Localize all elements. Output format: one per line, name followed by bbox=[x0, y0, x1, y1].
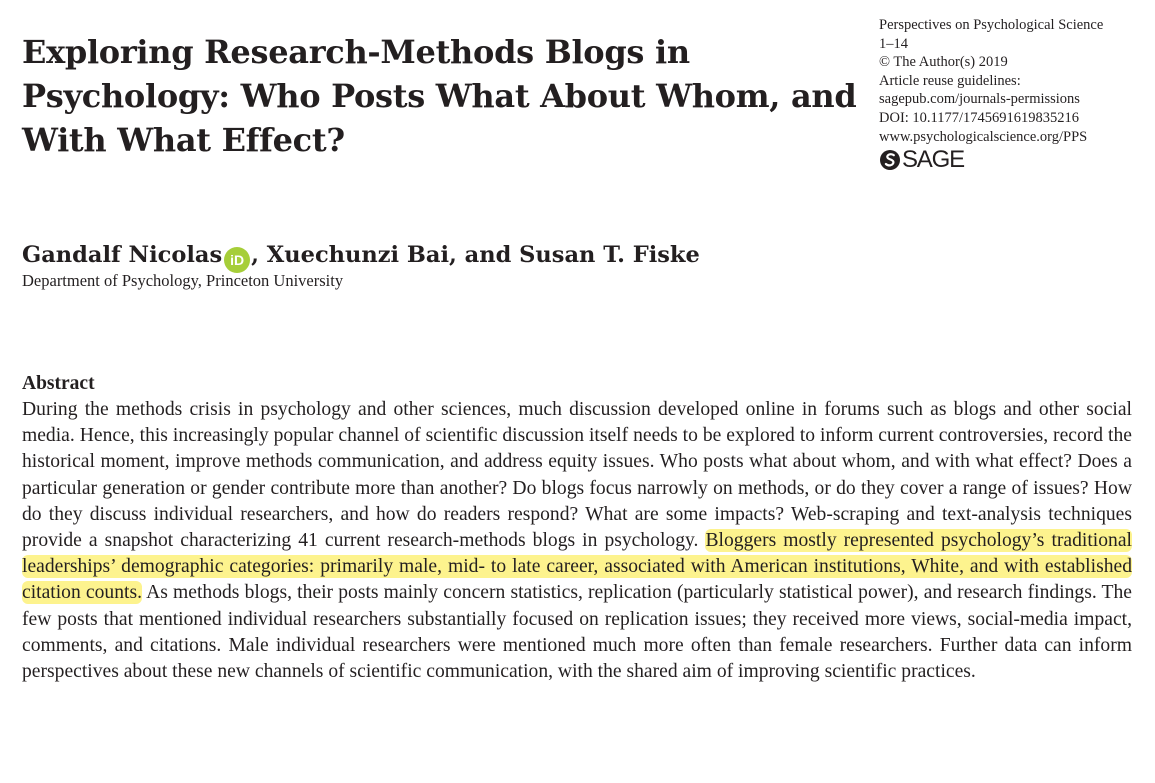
highlighted-passage: Bloggers mostly represented psychology’s traditional leaderships’ demographic categories: primarily male, mid- to late career, associated with American institutions, White, and with established citation counts. bbox=[22, 530, 1132, 604]
abstract-body bbox=[22, 397, 1132, 685]
page-range: 1–14 bbox=[879, 35, 908, 52]
orcid-icon[interactable]: iD bbox=[224, 247, 250, 273]
sage-logo-text: SAGE bbox=[902, 146, 964, 174]
reuse-guidelines-label: Article reuse guidelines: bbox=[879, 72, 1021, 89]
journal-metadata bbox=[879, 16, 1149, 173]
doi[interactable]: DOI: 10.1177/1745691619835216 bbox=[879, 109, 1080, 126]
author-list bbox=[22, 240, 700, 273]
abstract-text-before-highlight: During the methods crisis in psychology and other sciences, much discussion developed online in forums such as blogs and other social media. Hence, this increasingly popular channel of scientific discussion itself needs to be explored to inform current controversies, record the historical moment, improve methods communication, and address equity issues. Who posts what about whom, and with what effect? Does a particular generation or gender contribute more than another? Do blogs focus narrowly on methods, or do they cover a range of issues? How do they discuss individual researchers, and how do readers respond? What are some impacts? Web-scraping and text-analysis techniques provide a snapshot characterizing 41 current research-methods blogs in psychology. bbox=[22, 399, 1132, 552]
other-authors: , Xuechunzi Bai, and Susan T. Fiske bbox=[251, 242, 700, 268]
journal-name: Perspectives on Psychological Science bbox=[879, 17, 1104, 33]
article-title: Exploring Research-Methods Blogs in Psychology: Who Posts What About Whom, and With What Effect? bbox=[22, 33, 857, 159]
sage-publisher-logo bbox=[879, 147, 1149, 173]
author-affiliation: Department of Psychology, Princeton University bbox=[22, 271, 344, 290]
journal-website-link[interactable]: www.psychologicalscience.org/PPS bbox=[879, 128, 1088, 145]
copyright-notice: © The Author(s) 2019 bbox=[879, 54, 1008, 71]
first-author: Gandalf Nicolas bbox=[22, 242, 223, 268]
reuse-guidelines-link[interactable]: sagepub.com/journals-permissions bbox=[879, 91, 1080, 108]
abstract-text-after-highlight: As methods blogs, their posts mainly concern statistics, replication (particularly statistical power), and research findings. The few posts that mentioned individual researchers substantially focused on replication issues; they received more views, social-media impact, comments, and citations. Male individual researchers were mentioned much more often than female researchers. Further data can inform perspectives about these new channels of scientific communication, with the shared aim of improving scientific practices. bbox=[22, 582, 1133, 683]
sage-logo-icon bbox=[879, 149, 901, 171]
abstract-heading: Abstract bbox=[22, 373, 95, 394]
